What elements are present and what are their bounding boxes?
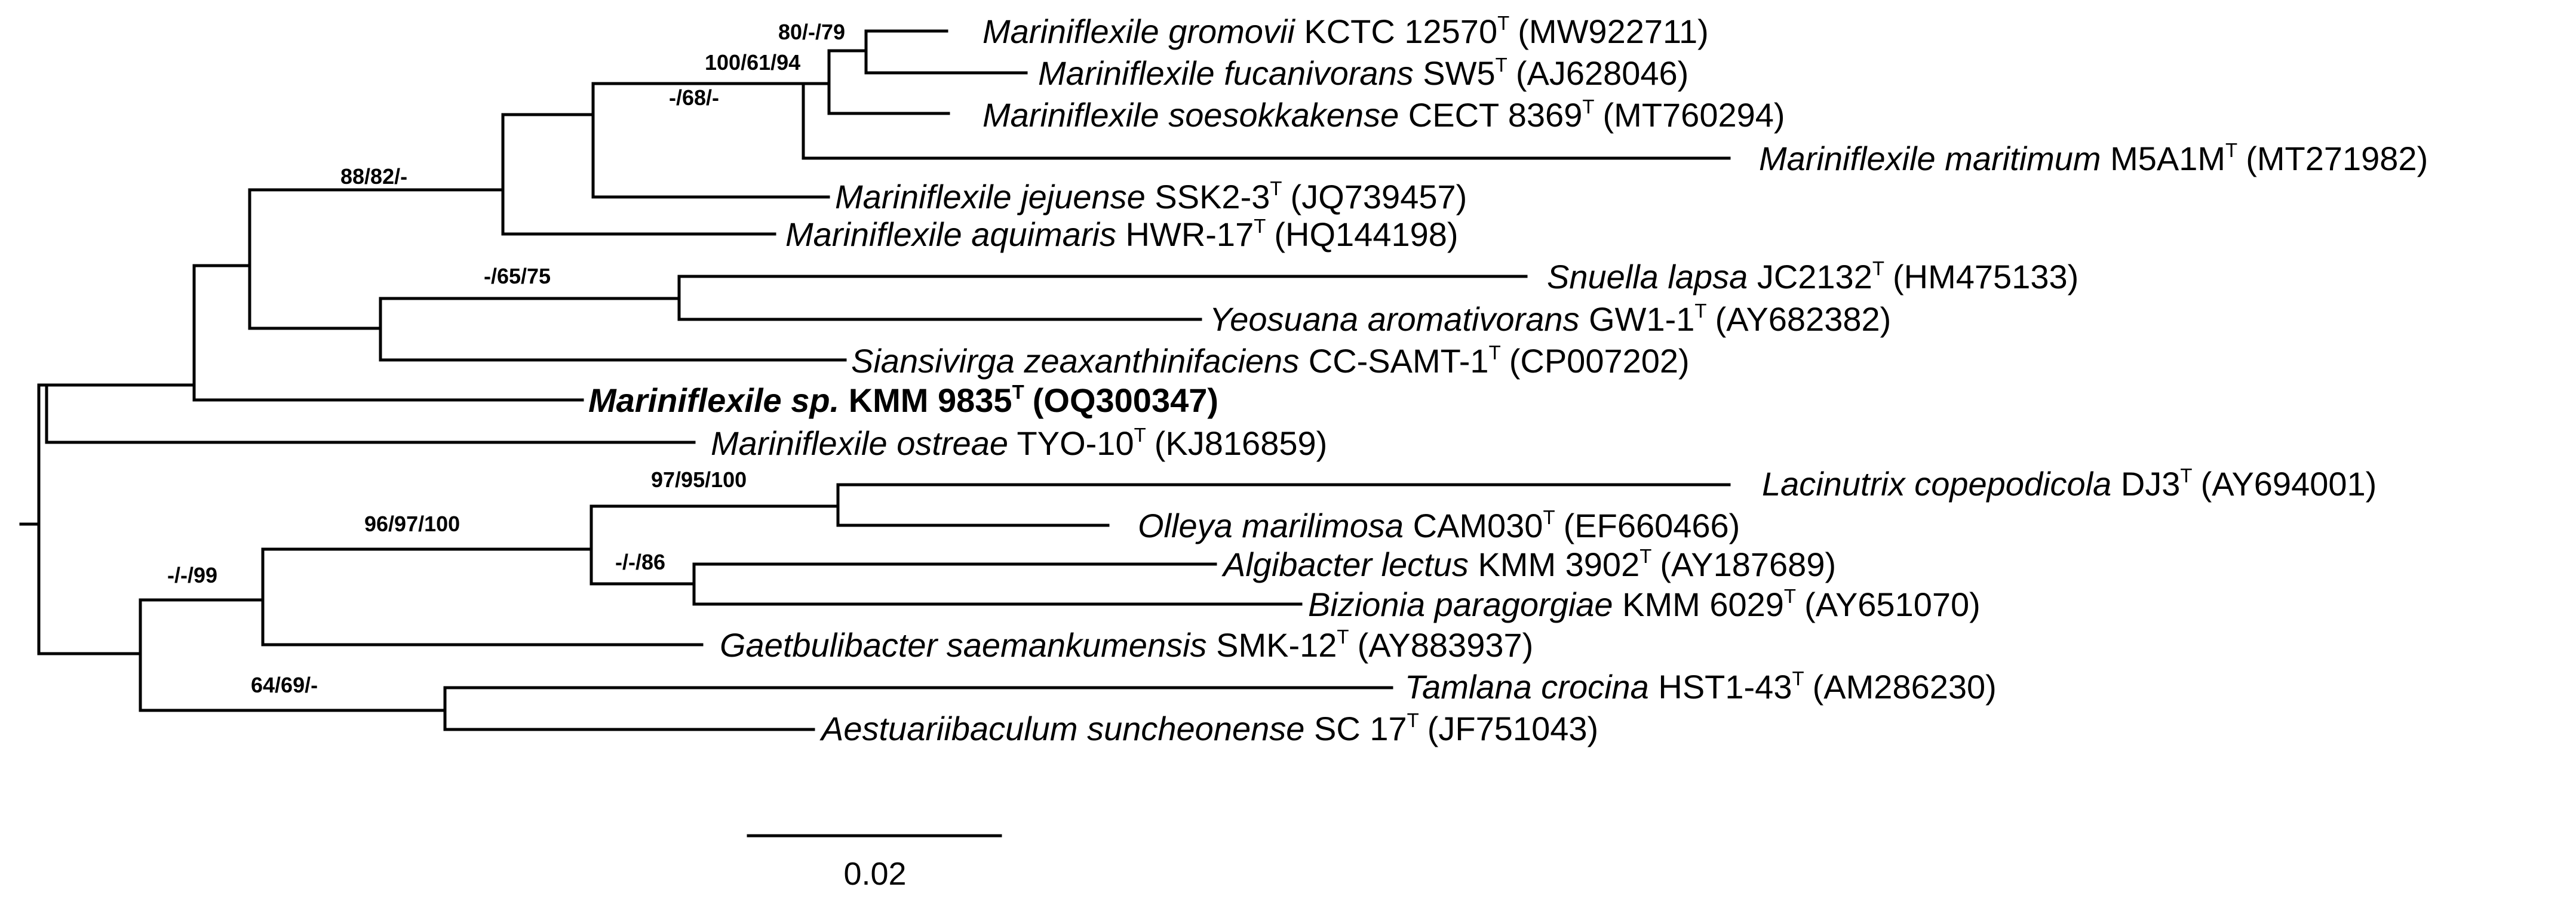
taxon-label bbox=[982, 12, 1709, 50]
taxon-accession: (AY682382) bbox=[1715, 300, 1892, 338]
bootstrap-support-value: 64/69/- bbox=[251, 673, 318, 697]
taxon-strain: CC-SAMT-1 bbox=[1308, 342, 1489, 380]
taxon-label bbox=[720, 626, 1533, 664]
type-strain-superscript: T bbox=[1783, 585, 1797, 607]
taxon-label bbox=[711, 424, 1327, 462]
taxon-genus-species: Mariniflexile soesokkakense bbox=[982, 96, 1399, 134]
taxon-strain: KMM 6029 bbox=[1622, 586, 1784, 623]
taxon-strain: SSK2-3 bbox=[1155, 178, 1270, 215]
type-strain-superscript: T bbox=[1270, 177, 1282, 199]
taxon-strain: HST1-43 bbox=[1658, 668, 1792, 706]
taxon-strain: TYO-10 bbox=[1017, 424, 1134, 462]
taxon-genus-species: Mariniflexile gromovii bbox=[982, 13, 1295, 50]
taxon-accession: (OQ300347) bbox=[1032, 381, 1219, 419]
taxon-accession: (CP007202) bbox=[1509, 342, 1690, 380]
bootstrap-support-value: 100/61/94 bbox=[705, 50, 801, 75]
taxon-label bbox=[819, 709, 1598, 747]
taxon-label bbox=[1762, 464, 2377, 503]
taxon-accession: (MT760294) bbox=[1602, 96, 1785, 134]
bootstrap-support-value: -/65/75 bbox=[484, 264, 551, 288]
type-strain-superscript: T bbox=[1872, 257, 1885, 279]
taxon-strain: SMK-12 bbox=[1216, 626, 1337, 664]
taxon-strain: HWR-17 bbox=[1125, 215, 1254, 253]
taxon-genus-species: Mariniflexile maritimum bbox=[1759, 140, 2101, 177]
taxon-label bbox=[1759, 139, 2428, 177]
taxon-label bbox=[1138, 506, 1740, 544]
taxon-label bbox=[1405, 667, 1997, 706]
taxon-genus-species: Yeosuana aromativorans bbox=[1209, 300, 1580, 338]
taxon-strain: SW5 bbox=[1423, 54, 1496, 92]
bootstrap-support-value: 97/95/100 bbox=[651, 467, 747, 492]
bootstrap-support-value: -/-/99 bbox=[167, 563, 218, 587]
taxon-accession: (JQ739457) bbox=[1290, 178, 1467, 215]
type-strain-superscript: T bbox=[1639, 545, 1652, 567]
taxon-genus-species: Mariniflexile ostreae bbox=[711, 424, 1008, 462]
taxon-genus-species: Mariniflexile sp. bbox=[588, 381, 840, 419]
taxon-strain: CAM030 bbox=[1413, 507, 1543, 544]
taxon-genus-species: Snuella lapsa bbox=[1547, 258, 1748, 295]
type-strain-superscript: T bbox=[1694, 300, 1707, 322]
taxon-strain: KMM 3902 bbox=[1478, 546, 1640, 583]
taxon-label bbox=[1547, 257, 2078, 295]
taxon-strain: CECT 8369 bbox=[1408, 96, 1583, 134]
taxon-strain: DJ3 bbox=[2120, 465, 2181, 503]
taxon-accession: (AY883937) bbox=[1357, 626, 1534, 664]
taxon-accession: (KJ816859) bbox=[1154, 424, 1328, 462]
taxon-genus-species: Tamlana crocina bbox=[1405, 668, 1649, 706]
taxon-accession: (HM475133) bbox=[1893, 258, 2079, 295]
taxon-label bbox=[982, 96, 1785, 134]
taxon-accession: (MT271982) bbox=[2246, 140, 2428, 177]
taxon-accession: (AJ628046) bbox=[1515, 54, 1689, 92]
tree-branches bbox=[21, 31, 1729, 729]
taxon-label bbox=[785, 215, 1459, 253]
type-strain-superscript: T bbox=[1495, 54, 1507, 76]
scale-bar bbox=[748, 836, 1000, 892]
taxon-genus-species: Mariniflexile aquimaris bbox=[785, 215, 1116, 253]
taxon-strain: M5A1M bbox=[2110, 140, 2226, 177]
taxon-label bbox=[588, 381, 1218, 419]
taxon-label bbox=[1038, 54, 1688, 92]
taxon-strain: KCTC 12570 bbox=[1304, 13, 1498, 50]
type-strain-superscript: T bbox=[1012, 381, 1024, 403]
taxon-genus-species: Lacinutrix copepodicola bbox=[1762, 465, 2112, 503]
taxon-labels bbox=[588, 12, 2428, 747]
taxon-genus-species: Algibacter lectus bbox=[1223, 546, 1469, 583]
type-strain-superscript: T bbox=[1488, 341, 1501, 364]
bootstrap-support-value: -/-/86 bbox=[615, 550, 666, 574]
type-strain-superscript: T bbox=[1337, 626, 1349, 648]
type-strain-superscript: T bbox=[1582, 96, 1595, 118]
taxon-genus-species: Aestuariibaculum suncheonense bbox=[821, 710, 1305, 747]
bootstrap-support-value: 88/82/- bbox=[340, 164, 408, 189]
taxon-strain: KMM 9835 bbox=[848, 381, 1012, 419]
type-strain-superscript: T bbox=[1134, 424, 1146, 446]
taxon-label bbox=[835, 177, 1467, 215]
taxon-strain: JC2132 bbox=[1757, 258, 1872, 295]
taxon-strain: GW1-1 bbox=[1589, 300, 1695, 338]
taxon-accession: (AY694001) bbox=[2200, 465, 2377, 503]
taxon-accession: (EF660466) bbox=[1563, 507, 1740, 544]
taxon-label bbox=[1308, 585, 1981, 623]
scale-bar-label: 0.02 bbox=[843, 856, 907, 892]
taxon-label bbox=[851, 341, 1690, 380]
taxon-label bbox=[1209, 300, 1891, 338]
type-strain-superscript: T bbox=[1407, 709, 1419, 731]
taxon-accession: (AM286230) bbox=[1812, 668, 1997, 706]
taxon-genus-species: Gaetbulibacter saemankumensis bbox=[720, 626, 1207, 664]
taxon-genus-species: Siansivirga zeaxanthinifaciens bbox=[851, 342, 1300, 380]
taxon-genus-species: Mariniflexile fucanivorans bbox=[1038, 54, 1414, 92]
taxon-strain: SC 17 bbox=[1313, 710, 1407, 747]
taxon-accession: (AY651070) bbox=[1804, 586, 1981, 623]
taxon-accession: (AY187689) bbox=[1660, 546, 1837, 583]
type-strain-superscript: T bbox=[2225, 139, 2238, 161]
type-strain-superscript: T bbox=[1792, 667, 1804, 689]
type-strain-superscript: T bbox=[2180, 464, 2193, 487]
taxon-accession: (HQ144198) bbox=[1274, 215, 1459, 253]
taxon-label bbox=[1221, 545, 1836, 583]
taxon-genus-species: Bizionia paragorgiae bbox=[1308, 586, 1613, 623]
bootstrap-support-value: 80/-/79 bbox=[778, 20, 846, 44]
taxon-accession: (MW922711) bbox=[1518, 13, 1709, 50]
bootstrap-support-value: -/68/- bbox=[669, 85, 720, 110]
bootstrap-support-value: 96/97/100 bbox=[364, 512, 460, 536]
taxon-genus-species: Olleya marilimosa bbox=[1138, 507, 1404, 544]
type-strain-superscript: T bbox=[1254, 215, 1266, 237]
taxon-accession: (JF751043) bbox=[1427, 710, 1599, 747]
taxon-genus-species: Mariniflexile jejuense bbox=[835, 178, 1146, 215]
type-strain-superscript: T bbox=[1497, 12, 1510, 34]
type-strain-superscript: T bbox=[1543, 506, 1555, 528]
